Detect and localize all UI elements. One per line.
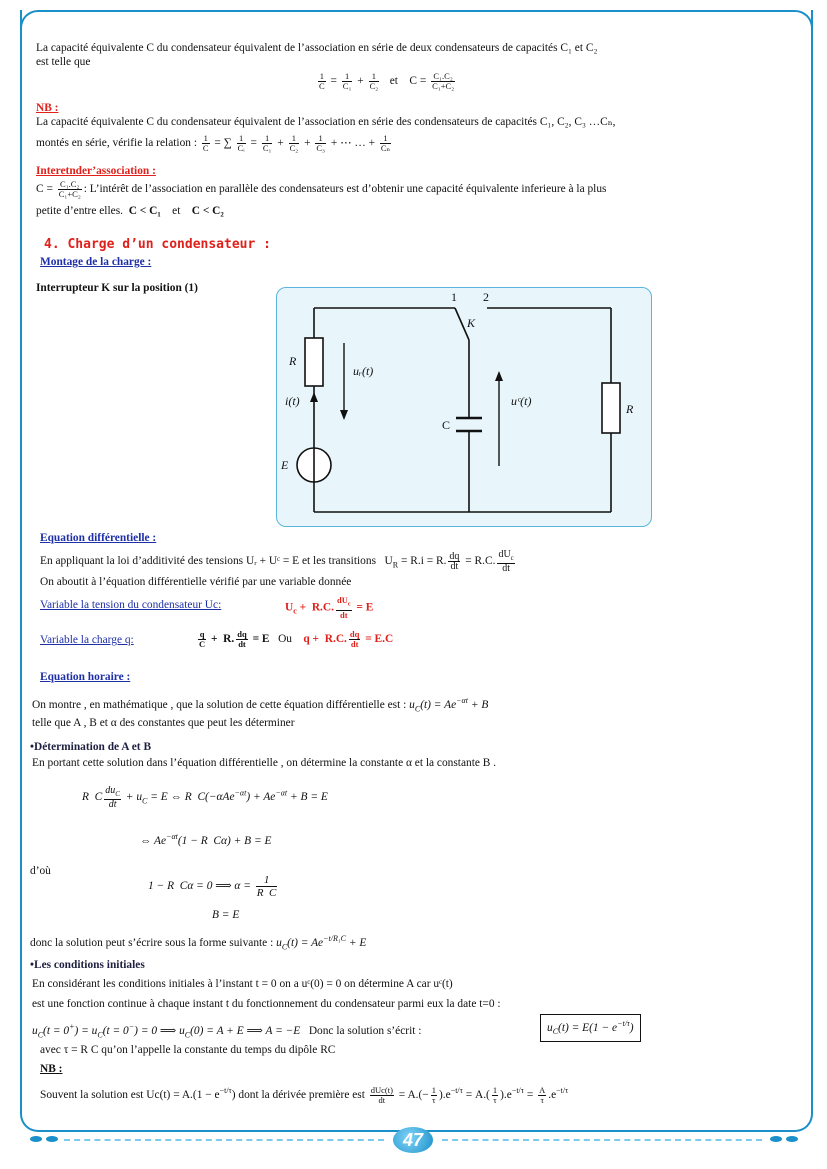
eqdiff-title: Equation différentielle :: [40, 532, 157, 544]
page-number: 47: [393, 1127, 433, 1153]
nb-text-relation: montés en série, vérifie la relation :: [36, 137, 197, 150]
equation-alpha: 1 − R Cα = 0 ⟹ α = $\frac{1}{\text{R C}}$: [148, 874, 277, 899]
paragraph-series-capacitance: La capacité équivalente C du condensateur équivalent de l’association en série de deux condensateurs de capacités C₁ et C₂: [36, 42, 598, 54]
circuit-diagram: [276, 287, 652, 527]
final-solution-box: $u_C(t) = E(1 - e^{-t/\tau})$: [540, 1014, 641, 1042]
eqhor-p1-text: On montre , en mathématique , que la solution de cette équation différentielle est :: [32, 698, 407, 711]
equation-factored: ⇔ $Ae^{-\alpha t}(1 - R$ Cα) + B = E: [140, 832, 272, 847]
resistor-right-label: R: [626, 402, 634, 416]
equation-q: $\frac{q}{C}$ + R. $\frac{dq}{dt}$ = E Ou q + R.C. $\frac{dq}{dt}$ = E.C: [199, 629, 394, 649]
footer-ornament-left: [30, 1136, 42, 1142]
inequality-2: C < C₂: [191, 205, 224, 217]
current-label: i(t): [285, 394, 300, 408]
equation-uc: $U_c + R.C$. $\frac{dU_c}{dt}$ = E: [285, 595, 374, 620]
ci-p3b: Donc la solution s’écrit :: [308, 1024, 422, 1037]
nb2-text-part2: ) dont la dérivée première est: [231, 1088, 365, 1101]
inequality-1: C < C₁: [128, 205, 161, 217]
nb2-text: Souvent la solution est $Uc(t) = A.(1 - e^{-t/\tau})$ dont la dérivée première est $\frac{\text{dUc(t)}}{dt}$ = A.(− $\frac{1}{\tau}$ )$.e^{-t/\tau} = A$.( $\frac{1}{\tau}$ )$.e^{-t/\tau}$ = $\frac{A}{\tau}$ $.e^{-t/\tau}$: [40, 1084, 569, 1105]
footer-ornament-right-2: [786, 1136, 798, 1142]
resistor-left-label: R: [289, 354, 297, 368]
ineq-et: et: [172, 205, 181, 217]
nb2-text-part1: Souvent la solution est Uc(t) = A.(1 − e: [40, 1088, 220, 1101]
ci-p1: En considérant les conditions initiales à l’instant t = 0 on a uᶜ(0) = 0 on détermine A car uᶜ(t): [32, 978, 453, 990]
current-arrow: [310, 392, 318, 402]
interet-title: Interetnder’association :: [36, 165, 156, 177]
montage-title: Montage de la charge :: [40, 256, 152, 268]
eqdiff-text: En appliquant la loi d’additivité des tensions Uᵣ + Uᶜ = E et les transitions $U_R = R.i = R$. $\frac{dq}{dt}$ = R.C. $\frac{dU_c}{dt}$: [40, 549, 514, 574]
eq1-et: et: [389, 75, 398, 88]
ur-arrow: [340, 410, 348, 420]
eqhor-p1: On montre , en mathématique , que la solution de cette équation différentielle est : $u_C(t) = Ae^{-\alpha t} + B$: [32, 696, 489, 714]
circuit-svg: [277, 288, 651, 526]
uc-label: uᶜ(t): [511, 394, 532, 408]
footer-line-left: [64, 1139, 384, 1141]
equation-series-two: $\frac{1}{C}$ = $\frac{1}{\text{C₁}}$ + $\frac{1}{\text{C₂}}$ et C = $\frac{\text{C₁.C₂}}{\text{C₁+C₂}}$: [319, 71, 455, 91]
eqhor-p2: telle que A , B et α des constantes que peut les déterminer: [32, 717, 295, 729]
detab-p1: En portant cette solution dans l’équation différentielle , on détermine la constante α et la constante B .: [32, 757, 497, 769]
donc-solution: donc la solution peut s’écrire sous la forme suivante : $u_C(t) = Ae^{-t/R_1C} + E$: [30, 934, 367, 952]
switch-pos-1: 1: [451, 290, 457, 304]
avec-tau: avec τ = R C qu’on l’appelle la constante du temps du dipôle RC: [40, 1044, 336, 1056]
nb2-title: NB :: [40, 1063, 63, 1075]
switch-label: K: [467, 316, 476, 330]
footer-ornament-right: [770, 1136, 782, 1142]
resistor-left: [305, 338, 323, 386]
nb-text-line2: montés en série, vérifie la relation : $\frac{1}{C}$ = ∑ $\frac{1}{\text{Cᵢ}}$ = $\frac{1}{\text{C₁}}$ + $\frac{1}{\text{C₂}}$ + $\frac{1}{\text{C₃}}$ + ⋯ … + $\frac{1}{\text{Cₙ}}$: [36, 133, 391, 153]
interet-text: C = $\frac{\text{C₁.C₂}}{\text{C₁+C₂}}$ : L’intérêt de l’association en parallèle des condensateurs est d’obtenir une capacité équivalente inferieure à la plus: [36, 179, 607, 199]
capacitor-label: C: [442, 418, 451, 432]
equation-b: B = E: [212, 909, 240, 921]
interrupteur-label: Interrupteur K sur la position (1): [36, 282, 198, 294]
ci-p2: est une fonction continue à chaque instant t du fonctionnement du condensateur parmi eux la date t=0 :: [32, 998, 501, 1010]
paragraph-series-capacitance-cont: est telle que: [36, 56, 91, 68]
var-uc-label: Variable la tension du condensateur Uc:: [40, 599, 222, 611]
nb-text: La capacité équivalente C du condensateur équivalent de l’association en série des condensateurs de capacités C₁, C₂, C₃ …Cₙ,: [36, 116, 616, 128]
interet-text-line2: [36, 204, 224, 218]
eqdiff-p2: On aboutit à l’équation différentielle vérifié par une variable donnée: [40, 576, 352, 588]
donc-sol-text: donc la solution peut s’écrire sous la forme suivante :: [30, 936, 274, 949]
ou-text: Ou: [278, 633, 292, 646]
footer-line-right: [442, 1139, 762, 1141]
eqdiff-p1: En appliquant la loi d’additivité des tensions Uᵣ + Uᶜ = E et les transitions: [40, 555, 376, 568]
nb-title: NB :: [36, 102, 59, 114]
section-title-charge: 4. Charge d’un condensateur :: [44, 237, 271, 252]
equation-substitution: R C $\frac{du_C}{dt}$ + $u_C = E$ ⇔ R $C(-\alpha Ae^{-\alpha t}) + Ae^{-\alpha t} + B = E$: [82, 785, 328, 810]
source-label: E: [281, 458, 289, 472]
switch-pos-2: 2: [483, 290, 489, 304]
resistor-right: [602, 383, 620, 433]
footer-ornament-left-2: [46, 1136, 58, 1142]
interet-text2: petite d’entre elles.: [36, 205, 123, 217]
eqhor-title: Equation horaire :: [40, 671, 131, 683]
interet-text-body: : L’intérêt de l’association en parallèle des condensateurs est d’obtenir une capacité équivalente inferieure à la plus: [83, 183, 607, 196]
detab-title: •Détermination de A et B: [30, 741, 152, 753]
uc-arrow: [495, 371, 503, 381]
dou-text: d’où: [30, 865, 51, 877]
ur-label: uᵣ(t): [353, 364, 374, 378]
ci-p3: $u_C(t = 0^+) = u_C(t = 0^-) = 0$ ⟹ $u_C(0) = A + E$ ⟹ A = −E Donc la solution s’écrit :: [32, 1022, 422, 1040]
ci-title: •Les conditions initiales: [30, 959, 145, 971]
var-q-label: Variable la charge q:: [40, 634, 134, 646]
